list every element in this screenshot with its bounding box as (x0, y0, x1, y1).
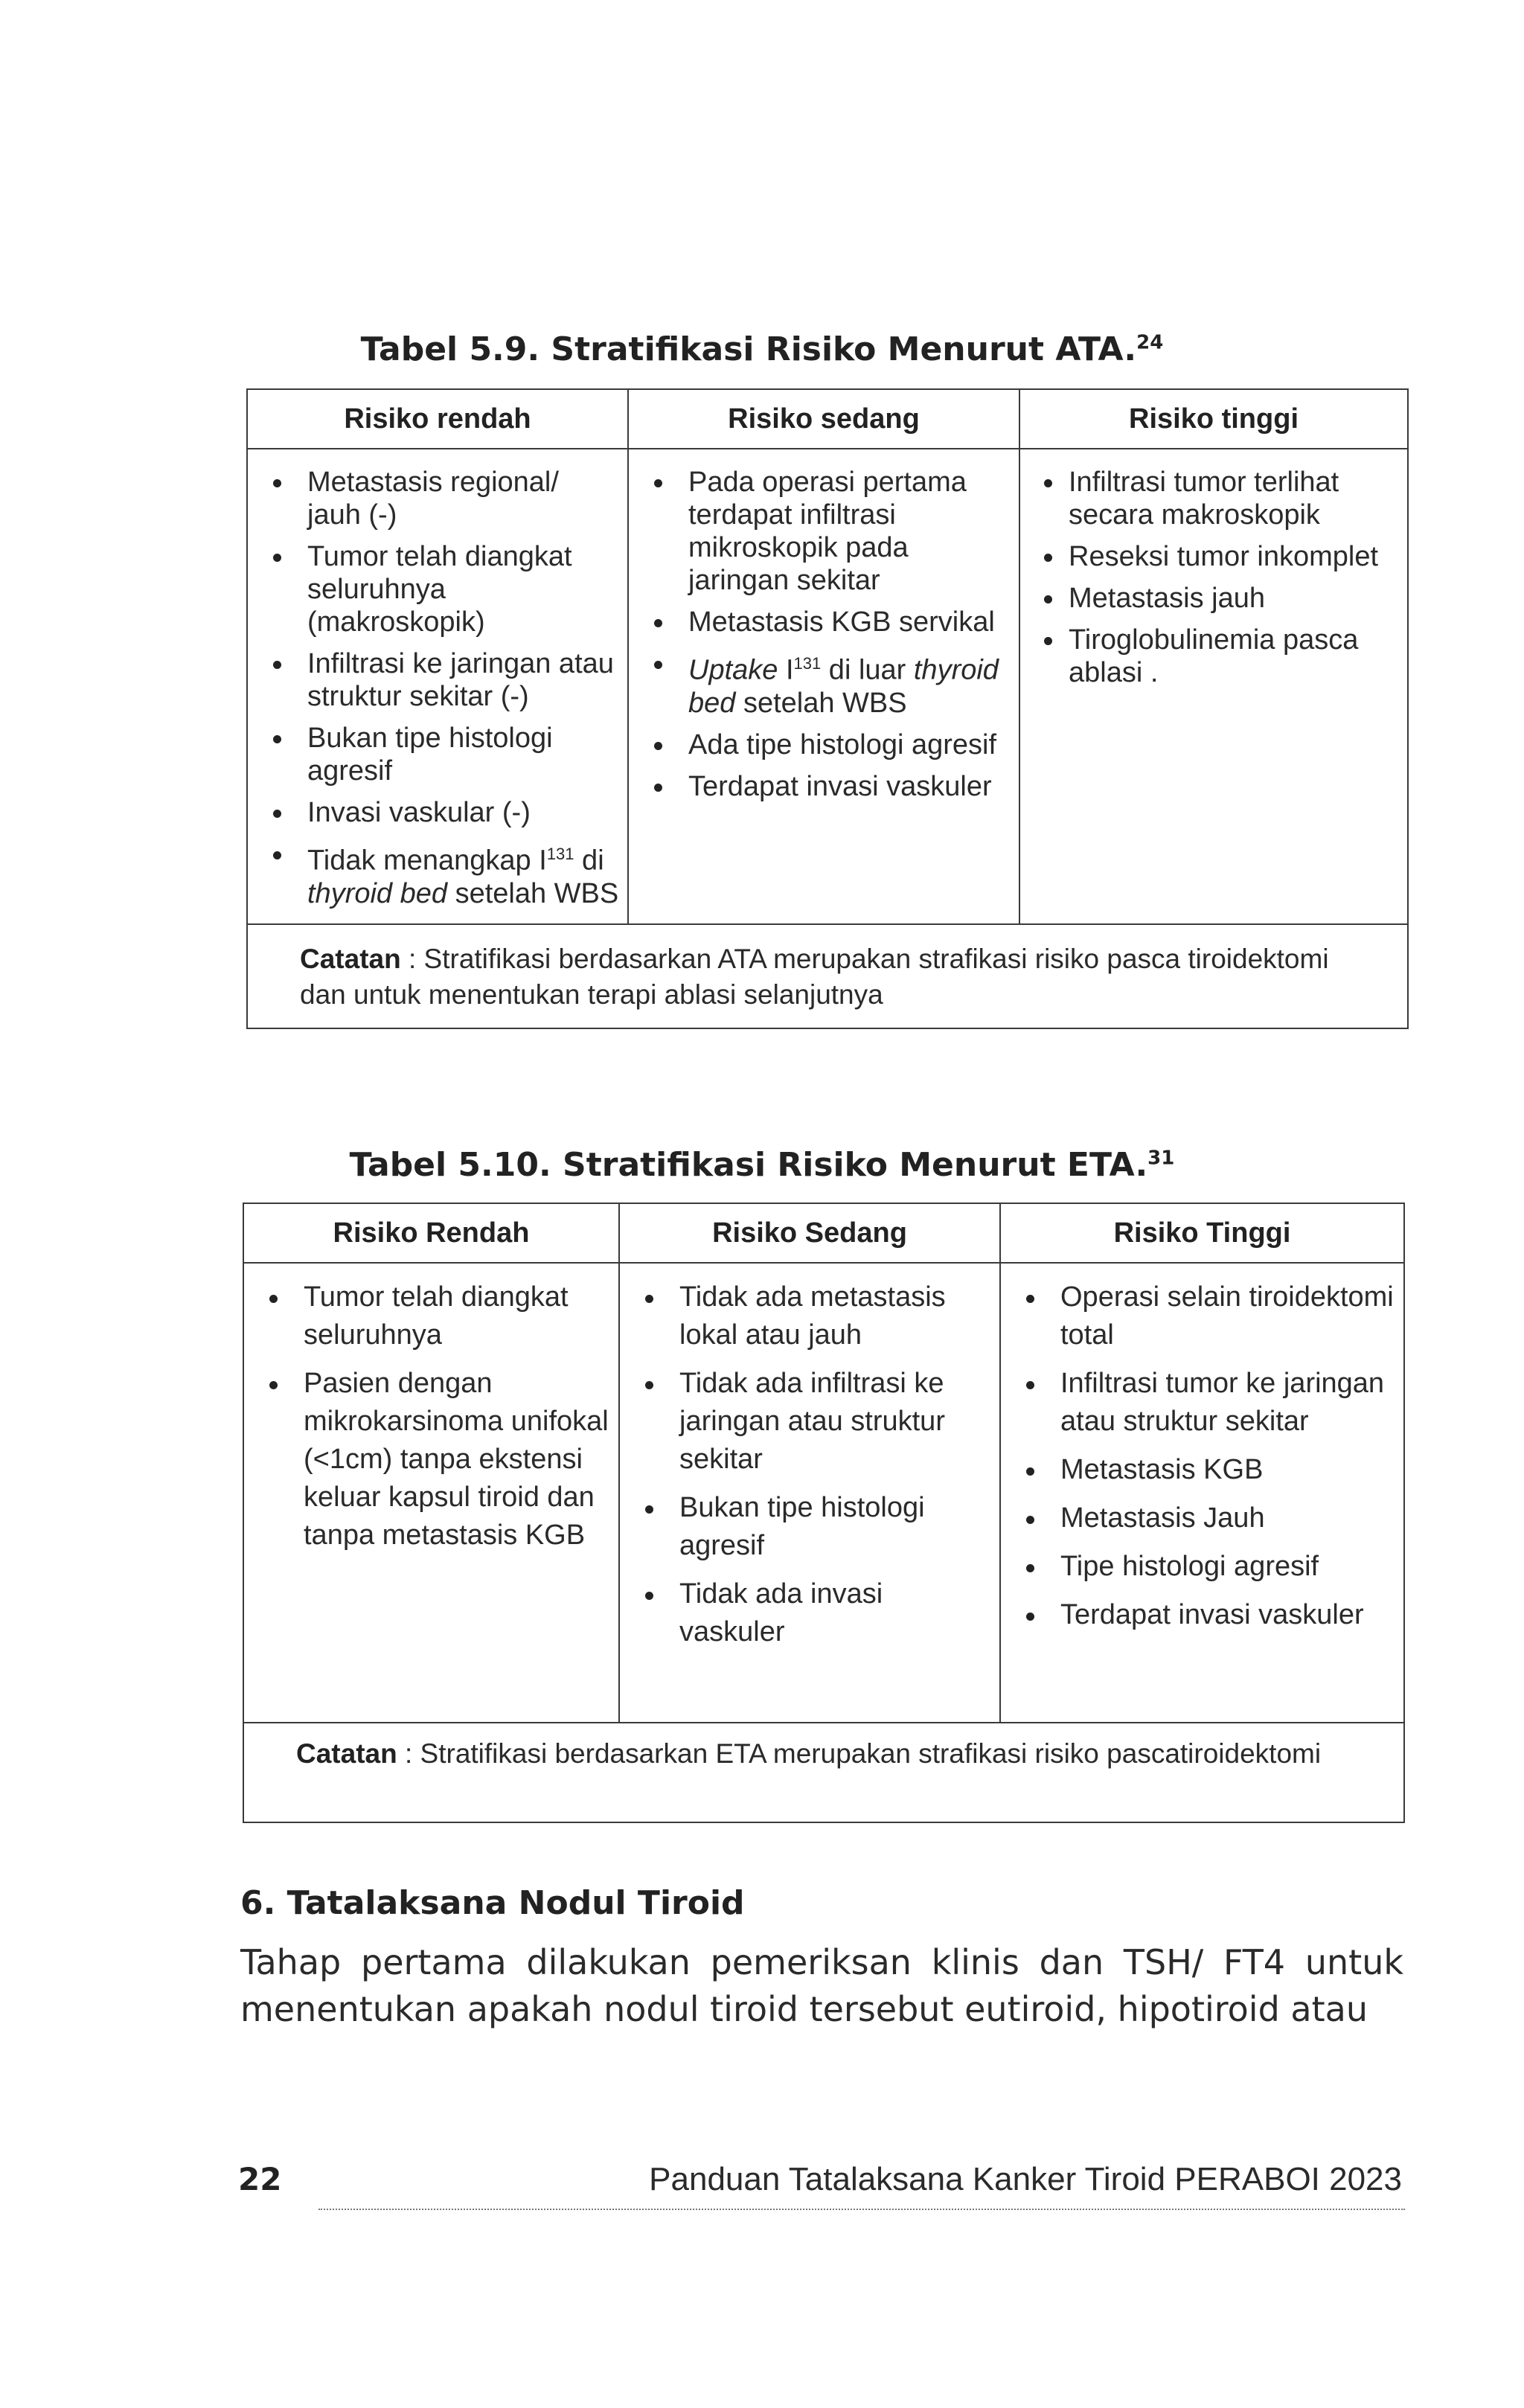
note-cell (247, 924, 1408, 1028)
table-header-row (247, 389, 1408, 449)
list-item: Infiltrasi tumor ke jaringan atau struktur sekitar (1008, 1365, 1396, 1441)
list-item: Infiltrasi ke jaringan atau struktur sekitar (-) (255, 647, 620, 713)
high-risk-list (1008, 1278, 1396, 1634)
page-number: 22 (238, 2161, 282, 2197)
table-eta-risk (243, 1203, 1405, 1823)
list-item: Bukan tipe histologi agresif (255, 722, 620, 787)
list-item: Bukan tipe histologi agresif (627, 1489, 992, 1565)
list-item: Operasi selain tiroidektomi total (1008, 1278, 1396, 1354)
note-cell (243, 1723, 1404, 1822)
high-risk-cell (1019, 449, 1408, 924)
caption-reference: 31 (1147, 1147, 1175, 1170)
footer-dotted-rule (318, 2209, 1405, 2210)
note-text: : Stratifikasi berdasarkan ATA merupakan strafikasi risiko pasca tiroidektomi dan untuk menentukan terapi ablasi selanjutnya (300, 943, 1329, 1010)
table-5-9-caption (0, 330, 1524, 368)
header-medium-risk: Risiko sedang (628, 389, 1019, 449)
superscript: 131 (793, 654, 822, 673)
medium-risk-cell (619, 1263, 1000, 1723)
header-medium-risk: Risiko Sedang (619, 1203, 1000, 1263)
list-item: Pasien dengan mikrokarsinoma unifokal (<1cm) tanpa ekstensi keluar kapsul tiroid dan tanpa metastasis KGB (252, 1365, 611, 1554)
section-heading: 6. Tatalaksana Nodul Tiroid (240, 1884, 745, 1922)
list-item: Pada operasi pertama terdapat infiltrasi mikroskopik pada jaringan sekitar (636, 466, 1011, 597)
table-body-row (243, 1263, 1404, 1723)
low-risk-cell (243, 1263, 619, 1723)
running-footer-title: Panduan Tatalaksana Kanker Tiroid PERABOI 2023 (649, 2161, 1402, 2197)
header-low-risk: Risiko Rendah (243, 1203, 619, 1263)
header-high-risk: Risiko Tinggi (1000, 1203, 1404, 1263)
text: di luar (821, 654, 914, 686)
list-item: Ada tipe histologi agresif (636, 729, 1011, 761)
list-item: Metastasis Jauh (1008, 1499, 1396, 1537)
medium-risk-cell (628, 449, 1019, 924)
high-risk-list (1028, 466, 1400, 689)
list-item (636, 647, 1011, 720)
caption-text: Tabel 5.9. Stratifikasi Risiko Menurut ATA. (360, 330, 1137, 368)
list-item: Infiltrasi tumor terlihat secara makroskopik (1028, 466, 1400, 531)
text: setelah WBS (735, 687, 907, 719)
medium-risk-list (627, 1278, 992, 1651)
table-ata-risk (246, 388, 1409, 1029)
list-item: Tiroglobulinemia pasca ablasi . (1028, 624, 1400, 689)
low-risk-cell (247, 449, 628, 924)
text: setelah WBS (447, 877, 619, 909)
list-item: Metastasis KGB (1008, 1451, 1396, 1489)
list-item: Metastasis KGB servikal (636, 606, 1011, 638)
list-item: Tumor telah diangkat seluruhnya (makroskopik) (255, 540, 620, 638)
text: di (574, 845, 604, 877)
list-item: Metastasis regional/ jauh (-) (255, 466, 620, 531)
caption-text: Tabel 5.10. Stratifikasi Risiko Menurut ETA. (349, 1146, 1148, 1184)
table-5-10-caption (0, 1146, 1524, 1184)
list-item: Metastasis jauh (1028, 582, 1400, 615)
low-risk-list (255, 466, 620, 910)
list-item: Tumor telah diangkat seluruhnya (252, 1278, 611, 1354)
text: Tidak menangkap I (307, 845, 547, 877)
superscript: 131 (546, 845, 574, 863)
caption-reference: 24 (1136, 331, 1164, 354)
table-note-row (247, 924, 1408, 1028)
italic-text: thyroid bed (307, 877, 448, 909)
list-item: Tidak ada invasi vaskuler (627, 1575, 992, 1651)
italic-text: thyroid bed (688, 654, 999, 719)
body-paragraph: Tahap pertama dilakukan pemeriksan klinis dan TSH/ FT4 untuk menentukan apakah nodul tiroid tersebut eutiroid, hipotiroid atau (240, 1942, 1403, 2029)
italic-text: Uptake (688, 654, 778, 686)
header-high-risk: Risiko tinggi (1019, 389, 1408, 449)
header-low-risk: Risiko rendah (247, 389, 628, 449)
list-item: Tipe histologi agresif (1008, 1548, 1396, 1586)
list-item: Tidak ada metastasis lokal atau jauh (627, 1278, 992, 1354)
table-note-row (243, 1723, 1404, 1822)
list-item: Terdapat invasi vaskuler (1008, 1596, 1396, 1634)
list-item: Invasi vaskular (-) (255, 796, 620, 829)
low-risk-list (252, 1278, 611, 1554)
note-text: : Stratifikasi berdasarkan ETA merupakan strafikasi risiko pascatiroidektomi (397, 1738, 1322, 1769)
medium-risk-list (636, 466, 1011, 803)
table-header-row (243, 1203, 1404, 1263)
table-body-row (247, 449, 1408, 924)
list-item: Reseksi tumor inkomplet (1028, 540, 1400, 573)
list-item: Tidak ada infiltrasi ke jaringan atau struktur sekitar (627, 1365, 992, 1479)
text: I (778, 654, 794, 686)
note-label: Catatan (300, 943, 401, 974)
note-label: Catatan (296, 1738, 397, 1769)
high-risk-cell (1000, 1263, 1404, 1723)
list-item: Terdapat invasi vaskuler (636, 770, 1011, 803)
list-item (255, 838, 620, 910)
